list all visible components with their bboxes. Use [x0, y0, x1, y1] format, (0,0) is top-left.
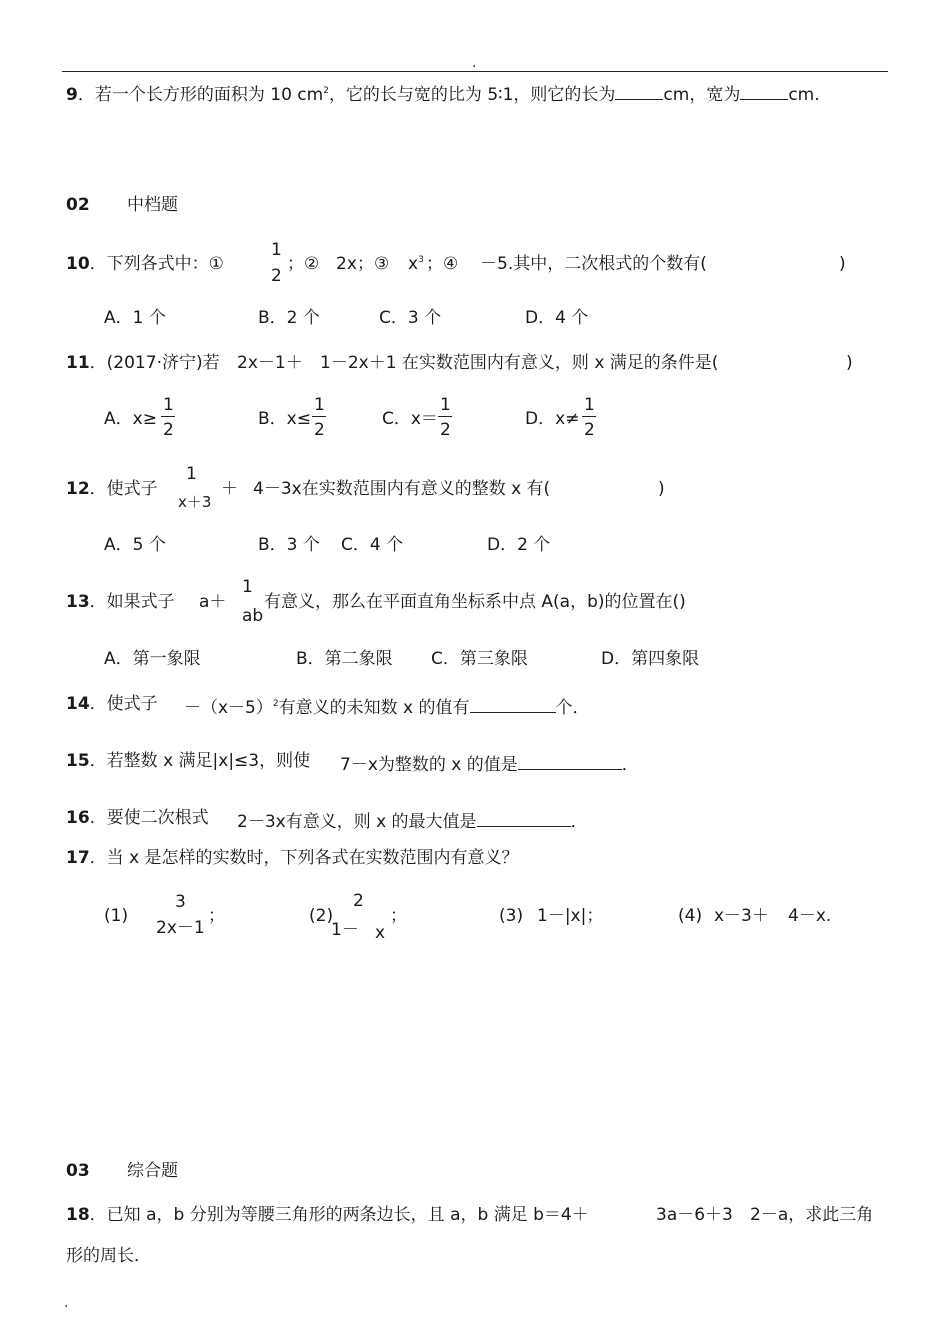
option-a[interactable]: A．第一象限 [104, 649, 201, 669]
option-d[interactable]: D．第四象限 [601, 649, 700, 669]
question-text: 有意义，那么在平面直角坐标系中点 A(a，b)的位置在() [264, 592, 686, 612]
question-text: ．当 x 是怎样的实数时，下列各式在实数范围内有意义？ [89, 848, 519, 868]
answer-paren-close: ) [839, 254, 846, 274]
question-number: 14 [66, 694, 90, 714]
question-text: ．若一个长方形的面积为 10 cm [77, 85, 324, 105]
question-12 [66, 481, 158, 498]
option-d[interactable]: D．4 个 [525, 308, 589, 328]
option-b[interactable]: B．2 个 [258, 308, 320, 328]
question-text: 1－2x＋1 在实数范围内有意义，则 x 满足的条件是( [320, 353, 719, 373]
expression: 2x－1＋ [237, 353, 303, 373]
part-label: (1) [104, 906, 129, 926]
question-text: ；③ [357, 254, 390, 274]
question-text: ．使式子 [89, 479, 158, 499]
expression [340, 753, 639, 774]
fraction-numerator: 1 [163, 395, 174, 415]
question-text: ． [621, 755, 639, 775]
unit-text: cm. [788, 85, 820, 105]
question-text: ；② [287, 254, 320, 274]
question-9 [66, 83, 820, 104]
question-17 [66, 850, 519, 867]
option-b[interactable]: B．第二象限 [296, 649, 393, 669]
superscript: 2 [272, 699, 279, 709]
question-number: 10 [66, 254, 90, 274]
question-15 [66, 753, 310, 770]
fraction-denominator: 2 [584, 420, 595, 440]
question-18 [66, 1207, 589, 1224]
unit-text: cm，宽为 [663, 85, 741, 105]
question-13 [66, 594, 175, 611]
question-14 [66, 696, 158, 713]
part-label: (4) [678, 906, 703, 926]
option-b[interactable]: B．x≤ [258, 409, 311, 429]
expression-body: －（x－5） [184, 698, 273, 718]
answer-blank[interactable] [470, 696, 556, 713]
expression: 2x [336, 254, 357, 274]
expression [237, 810, 588, 831]
question-text-continued: 形的周长． [66, 1246, 151, 1266]
question-16 [66, 810, 209, 827]
question-text: 2－3x有意义，则 x 的最大值是 [237, 812, 477, 832]
fraction-denominator: 2 [271, 266, 282, 286]
answer-blank[interactable] [518, 753, 622, 770]
option-a[interactable]: A．5 个 [104, 535, 166, 555]
answer-paren-close: ) [658, 479, 665, 499]
expression: 3a－6＋3 [656, 1205, 733, 1225]
option-a[interactable]: A．1 个 [104, 308, 166, 328]
question-number: 13 [66, 592, 90, 612]
fraction-bar [312, 416, 326, 417]
expression: 4－x. [788, 906, 832, 926]
option-d[interactable]: D．x≠ [525, 409, 580, 429]
question-number: 17 [66, 848, 90, 868]
fraction-bar [438, 416, 452, 417]
question-text: ． [570, 812, 588, 832]
separator: ； [390, 906, 407, 926]
fraction-denominator: 2x－1 [156, 918, 205, 938]
part-label: (3) [499, 906, 524, 926]
section-number: 03 [66, 1161, 90, 1181]
superscript: 2 [323, 86, 329, 96]
section-title: 综合题 [127, 1161, 178, 1181]
question-text: ；④ [426, 254, 459, 274]
question-text: ，它的长与宽的比为 5∶1，则它的长为 [328, 85, 616, 105]
question-10 [66, 256, 224, 273]
answer-paren-close: ) [846, 353, 853, 373]
answer-blank-length[interactable] [615, 83, 663, 100]
expression [184, 696, 590, 717]
fraction-denominator: 2 [163, 420, 174, 440]
fraction-numerator: 3 [175, 892, 186, 912]
question-number: 16 [66, 808, 90, 828]
header-rule [62, 71, 888, 72]
expression-base: x [408, 254, 419, 274]
question-text: ．下列各式中：① [89, 254, 224, 274]
fraction-numerator: 1 [584, 395, 595, 415]
question-number: 15 [66, 751, 90, 771]
fraction-denominator: x＋3 [178, 493, 212, 511]
expression: a＋ [199, 592, 227, 612]
superscript: 3 [418, 255, 424, 265]
fraction-numerator: 2 [353, 891, 364, 911]
answer-blank-width[interactable] [740, 83, 788, 100]
fraction-bar [161, 416, 175, 417]
expression: 1－|x|； [537, 906, 604, 926]
answer-blank[interactable] [477, 810, 571, 827]
separator: ； [208, 906, 225, 926]
plus-sign: ＋ [221, 479, 238, 499]
question-text: 7－x为整数的 x 的值是 [340, 755, 518, 775]
question-number: 12 [66, 479, 90, 499]
fraction-denominator: ab [242, 606, 264, 626]
question-text: 2－a，求此三角 [750, 1205, 874, 1225]
question-text: ．如果式子 [89, 592, 175, 612]
expression [408, 256, 424, 273]
fraction-denominator: 1－ [331, 920, 359, 940]
expression: x－3＋ [714, 906, 769, 926]
question-text: 个． [555, 698, 590, 718]
option-d[interactable]: D．2 个 [487, 535, 551, 555]
footer-dot: . [64, 1295, 69, 1311]
question-number: 18 [66, 1205, 90, 1225]
question-number: 9 [66, 85, 78, 105]
fraction-denominator: 2 [440, 420, 451, 440]
part-label: (2) [309, 906, 334, 926]
fraction-denominator-x: x [375, 923, 386, 943]
fraction-numerator: 1 [314, 395, 325, 415]
question-text: ．使式子 [89, 694, 158, 714]
fraction-numerator: 1 [242, 577, 253, 597]
question-text: ．(2017·济宁)若 [89, 353, 220, 373]
section-number: 02 [66, 195, 90, 215]
option-b[interactable]: B．3 个 [258, 535, 320, 555]
option-a[interactable]: A．x≥ [104, 409, 157, 429]
section-title: 中档题 [127, 195, 178, 215]
fraction-numerator: 1 [186, 464, 197, 484]
option-c[interactable]: C．第三象限 [431, 649, 528, 669]
question-text: ．若整数 x 满足|x|≤3，则使 [89, 751, 311, 771]
fraction-numerator: 1 [440, 395, 451, 415]
question-text: －5.其中，二次根式的个数有( [480, 254, 707, 274]
question-text: ．要使二次根式 [89, 808, 209, 828]
option-c[interactable]: C．3 个 [379, 308, 442, 328]
question-11 [66, 355, 220, 372]
question-number: 11 [66, 353, 90, 373]
option-c[interactable]: C．4 个 [341, 535, 404, 555]
question-text: 有意义的未知数 x 的值有 [278, 698, 470, 718]
question-text: ．已知 a，b 分别为等腰三角形的两条边长，且 a，b 满足 b＝4＋ [89, 1205, 589, 1225]
question-text: 4－3x在实数范围内有意义的整数 x 有( [253, 479, 551, 499]
header-dot: . [472, 55, 477, 71]
fraction-denominator: 2 [314, 420, 325, 440]
option-c[interactable]: C．x＝ [382, 409, 438, 429]
fraction-bar [582, 416, 596, 417]
fraction-numerator: 1 [271, 240, 282, 260]
